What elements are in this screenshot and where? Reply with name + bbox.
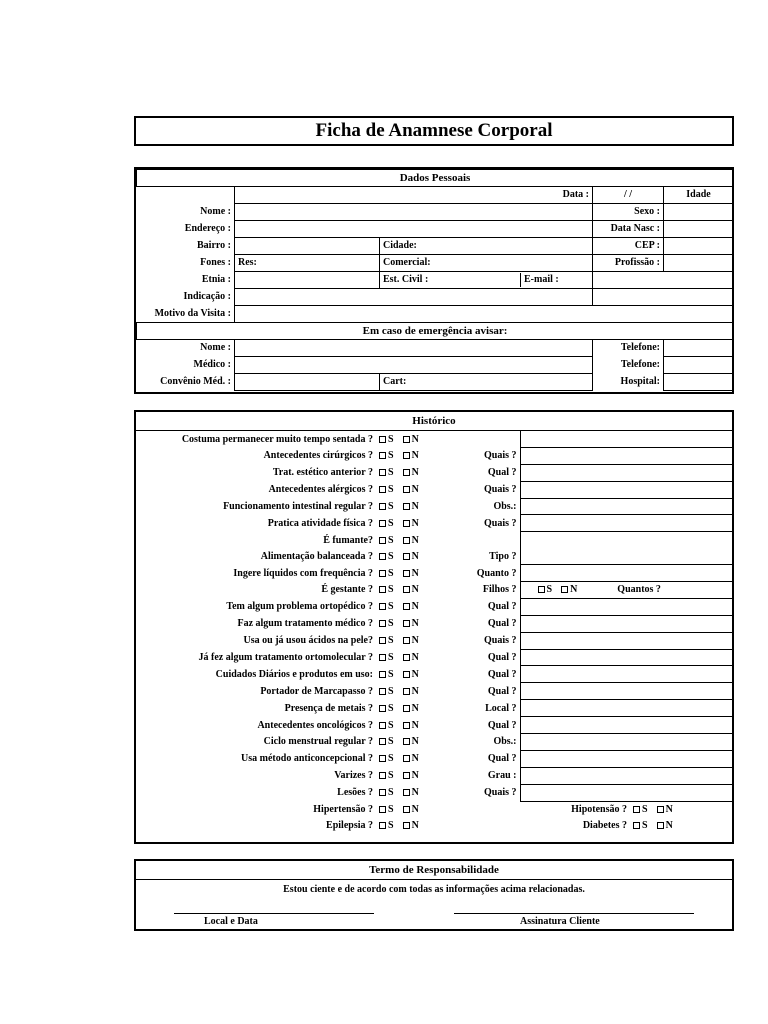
followup-label: Quais ? — [483, 450, 517, 462]
question-label: Usa método anticoncepcional ? — [241, 753, 373, 765]
cidade-field[interactable]: Cidade: — [380, 238, 593, 255]
checkbox-icon[interactable] — [379, 705, 386, 712]
question-label: Presença de metais ? — [284, 702, 373, 714]
followup-label: Quais ? — [483, 484, 517, 496]
followup-label: Quais ? — [483, 635, 517, 647]
answer-field[interactable] — [520, 666, 732, 683]
question-label: Pratica atividade física ? — [267, 517, 373, 529]
history-row — [136, 548, 732, 564]
checkbox-icon[interactable] — [403, 637, 410, 644]
question-label: Cuidados Diários e produtos em uso: — [215, 668, 373, 680]
history-header: Histórico — [136, 412, 732, 431]
history-row — [136, 515, 732, 532]
medico-field[interactable] — [235, 357, 593, 374]
checkbox-icon[interactable] — [403, 586, 410, 593]
yes-no-options[interactable]: S N — [376, 784, 448, 801]
answer-field[interactable] — [520, 548, 732, 564]
answer-field[interactable] — [520, 734, 732, 751]
checkbox-icon[interactable] — [403, 806, 410, 813]
hospital-label: Hospital: — [593, 374, 664, 391]
yes-no-options[interactable]: S N — [376, 431, 448, 447]
checkbox-icon[interactable] — [379, 755, 386, 762]
answer-field[interactable] — [520, 431, 732, 447]
nome-field[interactable] — [235, 204, 593, 221]
checkbox-icon[interactable] — [633, 806, 640, 813]
indicacao-label: Indicação : — [183, 291, 231, 302]
history-row — [136, 598, 732, 615]
followup-label: Qual ? — [487, 618, 517, 630]
followup-label: Filhos ? — [482, 584, 517, 596]
answer-field[interactable] — [520, 447, 732, 464]
question-label: Alimentação balanceada ? — [260, 550, 373, 562]
checkbox-icon[interactable] — [379, 722, 386, 729]
yes-no-options[interactable]: S N — [376, 515, 448, 532]
local-data-line[interactable] — [174, 913, 374, 914]
hipotensao-label: Hipotensão ? — [571, 804, 627, 816]
data-nasc-label: Data Nasc : — [593, 221, 664, 238]
answer-field[interactable] — [520, 700, 732, 717]
answer-field[interactable] — [520, 464, 732, 481]
checkbox-icon[interactable] — [403, 671, 410, 678]
etnia-label: Etnia : — [201, 274, 231, 285]
question-label: Antecedentes oncológicos ? — [257, 719, 373, 731]
checkbox-icon[interactable] — [657, 806, 664, 813]
history-row — [136, 615, 732, 632]
local-data-label: Local e Data — [204, 916, 258, 927]
signature-label: Assinatura Cliente — [520, 916, 600, 927]
checkbox-icon[interactable] — [379, 520, 386, 527]
answer-field[interactable] — [520, 683, 732, 700]
checkbox-icon[interactable] — [379, 654, 386, 661]
history-row — [136, 649, 732, 666]
fones-label: Fones : — [200, 257, 231, 268]
quantos-label: Quantos ? — [617, 584, 661, 596]
followup-label: Qual ? — [487, 652, 517, 664]
history-row — [136, 632, 732, 649]
cep-label: CEP : — [593, 238, 664, 255]
checkbox-icon[interactable] — [379, 806, 386, 813]
yes-no-options[interactable]: S N — [376, 632, 448, 649]
history-row — [136, 565, 732, 582]
checkbox-icon[interactable] — [379, 789, 386, 796]
question-label: Lesões ? — [337, 787, 373, 799]
history-row — [136, 700, 732, 717]
responsibility-header: Termo de Responsabilidade — [136, 861, 732, 880]
hipertensao-options[interactable]: S N — [376, 801, 448, 817]
checkbox-icon[interactable] — [403, 452, 410, 459]
cep-field[interactable] — [664, 238, 734, 255]
checkbox-icon[interactable] — [379, 553, 386, 560]
sexo-field[interactable] — [664, 204, 734, 221]
followup-label — [448, 431, 520, 447]
checkbox-icon[interactable] — [379, 772, 386, 779]
checkbox-icon[interactable] — [379, 486, 386, 493]
checkbox-icon[interactable] — [379, 688, 386, 695]
history-row — [136, 464, 732, 481]
diabetes-cell: Diabetes ? S N — [448, 817, 732, 833]
date-label: Data : — [380, 187, 593, 204]
history-row — [136, 734, 732, 751]
checkbox-icon[interactable] — [379, 637, 386, 644]
history-row — [136, 784, 732, 801]
yes-no-options[interactable]: S N — [376, 700, 448, 717]
checkbox-icon[interactable] — [379, 671, 386, 678]
yes-no-options[interactable]: S N — [376, 582, 448, 599]
yes-no-options[interactable]: S N — [376, 498, 448, 515]
bairro-field[interactable] — [235, 238, 380, 255]
answer-field[interactable] — [520, 615, 732, 632]
followup-label: Quais ? — [483, 517, 517, 529]
emergency-header: Em caso de emergência avisar: — [137, 323, 734, 340]
answer-field[interactable] — [520, 532, 732, 548]
yes-no-options[interactable]: S N — [376, 734, 448, 751]
followup-label: Quais ? — [483, 787, 517, 799]
sexo-label: Sexo : — [593, 204, 664, 221]
responsibility-text: Estou ciente e de acordo com todas as informações acima relacionadas. — [283, 884, 585, 895]
answer-field[interactable] — [520, 498, 732, 515]
history-row — [136, 750, 732, 767]
checkbox-icon[interactable] — [403, 469, 410, 476]
medico-label: Médico : — [193, 359, 231, 370]
question-label: Usa ou já usou ácidos na pele? — [243, 635, 373, 647]
checkbox-icon[interactable] — [403, 822, 410, 829]
checkbox-icon[interactable] — [403, 620, 410, 627]
checkbox-icon[interactable] — [403, 688, 410, 695]
question-label: Antecedentes alérgicos ? — [268, 484, 373, 496]
checkbox-icon[interactable] — [403, 654, 410, 661]
endereco-label: Endereço : — [184, 223, 231, 234]
profissao-label: Profissão : — [593, 255, 664, 272]
est-civil-field[interactable]: Est. Civil : — [380, 273, 521, 287]
etnia-field[interactable] — [235, 272, 380, 289]
res-field[interactable]: Res: — [235, 255, 380, 272]
checkbox-icon[interactable] — [403, 738, 410, 745]
answer-field[interactable] — [520, 717, 732, 734]
yes-no-options[interactable]: S N — [376, 598, 448, 615]
answer-field[interactable] — [520, 565, 732, 582]
cart-field[interactable]: Cart: — [380, 374, 593, 391]
checkbox-icon[interactable] — [403, 553, 410, 560]
signature-line[interactable] — [454, 913, 694, 914]
responsibility-section — [134, 859, 734, 931]
question-label: Ingere líquidos com frequência ? — [233, 567, 373, 579]
checkbox-icon[interactable] — [379, 620, 386, 627]
followup-label: Qual ? — [487, 668, 517, 680]
checkbox-icon[interactable] — [403, 772, 410, 779]
followup-label: Tipo ? — [489, 550, 517, 562]
yes-no-options[interactable]: S N — [376, 464, 448, 481]
checkbox-icon[interactable] — [561, 586, 568, 593]
hipertensao-label: Hipertensão ? — [313, 803, 373, 815]
question-label: Faz algum tratamento médico ? — [237, 618, 373, 630]
checkbox-icon[interactable] — [379, 503, 386, 510]
checkbox-icon[interactable] — [379, 452, 386, 459]
question-label: É fumante? — [323, 534, 373, 546]
yes-no-options[interactable]: S N — [376, 717, 448, 734]
email-field[interactable] — [593, 272, 734, 289]
history-section — [134, 410, 734, 844]
followup-label: Obs.: — [493, 736, 517, 748]
idade-label: Idade — [664, 187, 734, 204]
history-row — [136, 767, 732, 784]
answer-field[interactable] — [520, 767, 732, 784]
question-label: É gestante ? — [321, 584, 373, 596]
checkbox-icon[interactable] — [403, 755, 410, 762]
question-label: Costuma permanecer muito tempo sentada ? — [181, 433, 373, 445]
answer-field[interactable] — [520, 598, 732, 615]
followup-label: Qual ? — [487, 685, 517, 697]
hospital-field[interactable] — [664, 374, 734, 391]
filhos-options[interactable]: S N Quantos ? — [520, 582, 732, 599]
checkbox-icon[interactable] — [379, 586, 386, 593]
history-row — [136, 683, 732, 700]
question-label: Funcionamento intestinal regular ? — [223, 501, 373, 512]
checkbox-icon[interactable] — [403, 503, 410, 510]
telefone2-label: Telefone: — [593, 357, 664, 374]
form-title: Ficha de Anamnese Corporal — [134, 116, 734, 146]
checkbox-icon[interactable] — [403, 603, 410, 610]
followup-label: Qual ? — [487, 467, 517, 479]
data-nasc-field[interactable] — [664, 221, 734, 238]
answer-field[interactable] — [520, 750, 732, 767]
answer-field[interactable] — [520, 784, 732, 801]
telefone1-field[interactable] — [664, 340, 734, 357]
answer-field[interactable] — [520, 632, 732, 649]
checkbox-icon[interactable] — [379, 436, 386, 443]
checkbox-icon[interactable] — [403, 436, 410, 443]
history-row — [136, 532, 732, 548]
checkbox-icon[interactable] — [633, 822, 640, 829]
history-row — [136, 582, 732, 599]
motivo-label: Motivo da Visita : — [154, 307, 231, 319]
profissao-field[interactable] — [664, 255, 734, 272]
yes-no-options[interactable]: S N — [376, 548, 448, 564]
history-row — [136, 431, 732, 447]
checkbox-icon[interactable] — [379, 469, 386, 476]
email-label: E-mail : — [524, 274, 559, 285]
checkbox-icon[interactable] — [379, 738, 386, 745]
followup-label: Local ? — [485, 702, 517, 714]
checkbox-icon[interactable] — [379, 570, 386, 577]
bairro-label: Bairro : — [197, 240, 231, 251]
question-label: Tem algum problema ortopédico ? — [226, 601, 373, 613]
question-label: Varizes ? — [334, 770, 373, 782]
checkbox-icon[interactable] — [657, 822, 664, 829]
yes-no-options[interactable]: S N — [376, 532, 448, 548]
followup-label — [448, 532, 520, 548]
hipotensao-cell: Hipotensão ? S N — [448, 801, 732, 817]
yes-no-options[interactable]: S N — [376, 750, 448, 767]
yes-no-options[interactable]: S N — [376, 767, 448, 784]
checkbox-icon[interactable] — [403, 537, 410, 544]
history-row — [136, 717, 732, 734]
convenio-label: Convênio Méd. : — [160, 376, 231, 387]
emergency-nome-label: Nome : — [200, 342, 231, 354]
yes-no-options[interactable]: S N — [376, 666, 448, 683]
followup-label: Grau : — [487, 770, 517, 782]
followup-label: Quanto ? — [476, 567, 517, 579]
checkbox-icon[interactable] — [403, 486, 410, 493]
endereco-field[interactable] — [235, 221, 593, 238]
checkbox-icon[interactable] — [403, 520, 410, 527]
answer-field[interactable] — [520, 515, 732, 532]
question-label: Antecedentes cirúrgicos ? — [263, 450, 373, 462]
checkbox-icon[interactable] — [403, 789, 410, 796]
answer-field[interactable] — [520, 649, 732, 666]
yes-no-options[interactable]: S N — [376, 615, 448, 632]
emergency-nome-field[interactable] — [235, 340, 593, 357]
personal-data-section — [134, 167, 734, 394]
checkbox-icon[interactable] — [403, 570, 410, 577]
question-label: Trat. estético anterior ? — [272, 467, 373, 479]
checkbox-icon[interactable] — [379, 537, 386, 544]
yes-no-options[interactable]: S N — [376, 481, 448, 498]
diabetes-label: Diabetes ? — [582, 819, 627, 831]
followup-label: Qual ? — [487, 601, 517, 613]
checkbox-icon[interactable] — [403, 705, 410, 712]
question-label: Portador de Marcapasso ? — [260, 685, 373, 697]
epilepsia-label: Epilepsia ? — [326, 819, 373, 831]
telefone2-field[interactable] — [664, 357, 734, 374]
indicacao-field[interactable] — [235, 289, 593, 306]
checkbox-icon[interactable] — [403, 722, 410, 729]
section-header: Dados Pessoais — [137, 170, 734, 187]
est-civil-cell — [380, 272, 593, 289]
yes-no-options[interactable]: S N — [376, 683, 448, 700]
personal-data-table — [136, 169, 734, 391]
followup-label: Qual ? — [487, 753, 517, 765]
date-field[interactable]: / / — [593, 187, 664, 204]
history-row — [136, 447, 732, 464]
telefone1-label: Telefone: — [593, 340, 664, 357]
checkbox-icon[interactable] — [538, 586, 545, 593]
followup-label: Obs.: — [493, 501, 517, 512]
history-row — [136, 498, 732, 515]
nome-label: Nome : — [200, 206, 231, 217]
motivo-field[interactable] — [235, 306, 734, 323]
epilepsia-options[interactable]: S N — [376, 817, 448, 833]
answer-field[interactable] — [520, 481, 732, 498]
yes-no-options[interactable]: S N — [376, 447, 448, 464]
history-row — [136, 666, 732, 683]
yes-no-options[interactable]: S N — [376, 649, 448, 666]
comercial-field[interactable]: Comercial: — [380, 255, 593, 272]
followup-label: Qual ? — [487, 719, 517, 731]
history-row — [136, 481, 732, 498]
checkbox-icon[interactable] — [379, 603, 386, 610]
question-label: Ciclo menstrual regular ? — [263, 736, 373, 748]
checkbox-icon[interactable] — [379, 822, 386, 829]
yes-no-options[interactable]: S N — [376, 565, 448, 582]
question-label: Já fez algum tratamento ortomolecular ? — [198, 652, 373, 664]
history-table — [136, 431, 732, 833]
convenio-field[interactable] — [235, 374, 380, 391]
